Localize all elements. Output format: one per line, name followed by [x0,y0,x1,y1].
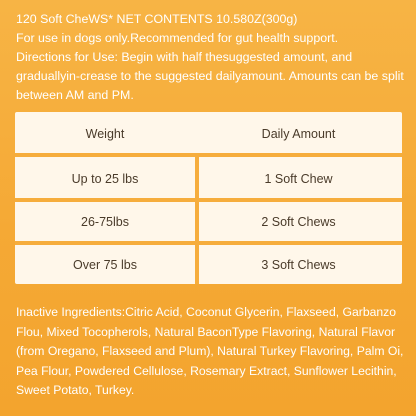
table-header-row [15,112,402,155]
header-weight: Weight [85,126,125,141]
product-intro [16,10,408,105]
net-contents-line: 120 Soft CheWS* NET CONTENTS 10.580Z(300g) [16,12,298,26]
dosage-table [15,112,402,284]
table-row [15,157,402,200]
weight-cell: Up to 25 lbs [71,171,139,186]
amount-cell: 1 Soft Chew [264,171,333,186]
amount-cell: 2 Soft Chews [261,214,336,229]
table-row [15,243,402,286]
amount-cell: 3 Soft Chews [261,257,336,272]
directions-text: Directions for Use: Begin with half thesuggested amount, and graduallyin-crease to the suggested dailyamount. Amounts can be split between AM and PM. [16,50,404,102]
header-daily-amount: Daily Amount [261,126,336,141]
weight-cell: Over 75 lbs [73,257,137,272]
ingredients-text: Inactive Ingredients:Citric Acid, Coconut Glycerin, Flaxseed, Garbanzo Flou, Mixed Tocopherols, Natural BaconType Flavoring, Natural Flavor (from Oregano, Flaxseed and Plum), Natural Turkey Flavoring, Palm Oi, Pea Flour, Powdered Cellulose, Rosemary Extract, Sunflower Lecithin, Sweet Potato, Turkey. [16,305,404,397]
usage-line: For use in dogs only.Recommended for gut health support. [16,31,339,45]
table-row [15,200,402,243]
inactive-ingredients [16,303,408,401]
table-column-divider [195,155,199,284]
weight-cell: 26-75lbs [81,214,129,229]
